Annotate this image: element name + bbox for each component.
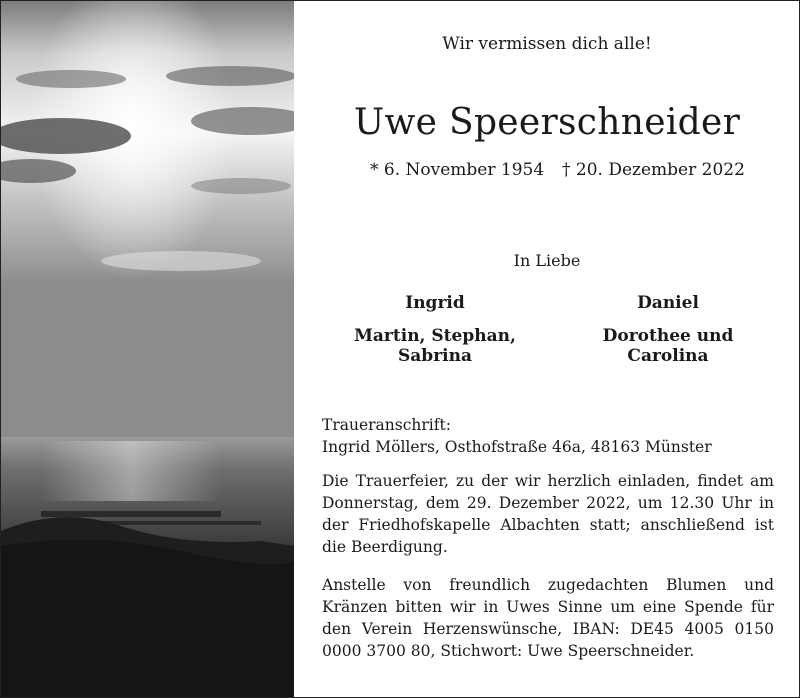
family-col2-line1: Daniel [637,293,699,313]
ceremony-text: Die Trauerfeier, zu der wir herzlich einladen, findet am Donnerstag, dem 29. Dezember 2022, um 12.30 Uhr in der Friedhofskapelle Albachten statt; anschließend ist die Beerdigung. [322,472,774,556]
in-liebe: In Liebe [513,251,581,270]
family-col1-line1: Ingrid [405,293,465,313]
birth-date: * 6. November 1954 [370,160,545,180]
death-date: † 20. Dezember 2022 [562,160,745,180]
family-col2-line2: Dorothee und Carolina [602,326,734,366]
address: Ingrid Möllers, Osthofstraße 46a, 48163 Münster [322,438,712,456]
sea-sunset-photo [1,1,294,697]
address-block [322,414,774,458]
address-label: Traueranschrift: [322,416,451,434]
deceased-name: Uwe Speerschneider [353,102,741,143]
donation-text: Anstelle von freundlich zugedachten Blumen und Kränzen bitten wir in Uwes Sinne um eine Spende für den Verein Herzenswünsche, IBAN: DE45 4005 0150 0000 3700 80, Stichwort: Uwe Speerschneider. [322,576,774,660]
motto: Wir vermissen dich alle! [442,34,652,54]
notice-content [300,0,790,698]
family-col1-line2: Martin, Stephan, Sabrina [354,326,516,366]
